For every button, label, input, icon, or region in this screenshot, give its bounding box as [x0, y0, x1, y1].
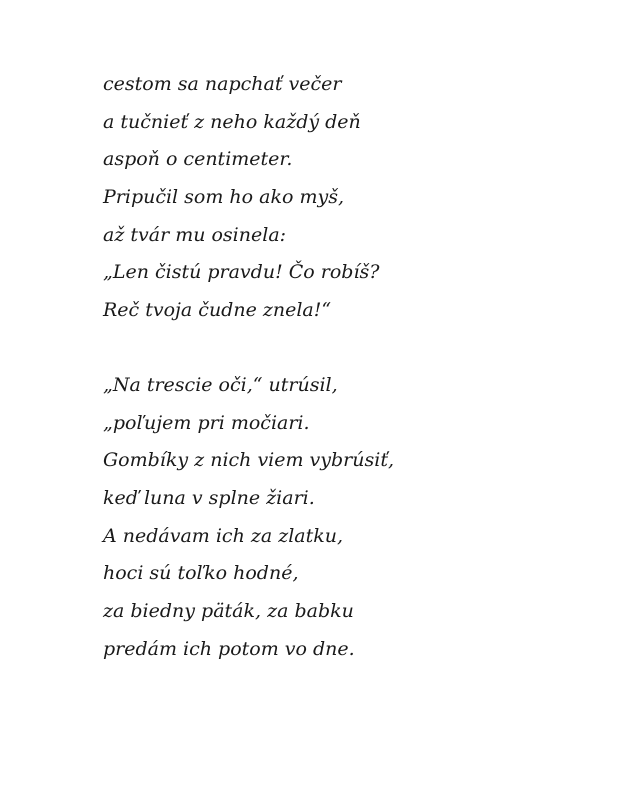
poem-line: „Len čistú pravdu! Čo robíš?: [103, 261, 380, 284]
poem-line: Gombíky z nich viem vybrúsiť,: [103, 449, 395, 472]
poem-line: Pripučil som ho ako myš,: [103, 186, 344, 209]
poem-stanza-1: [103, 66, 583, 330]
poem-line: až tvár mu osinela:: [103, 223, 287, 246]
poem-line: „Na trescie oči,“ utrúsil,: [103, 373, 338, 396]
poem-line: Reč tvoja čudne znela!“: [103, 299, 332, 322]
poem-line: cestom sa napchať večer: [103, 73, 342, 95]
poem-line: a tučnieť z neho každý deň: [103, 110, 361, 133]
poem-line: A nedávam ich za zlatku,: [103, 524, 344, 547]
poem-line: keď luna v splne žiari.: [103, 486, 315, 509]
poem-stanza-2: [103, 367, 583, 669]
poem-line: hoci sú toľko hodné,: [103, 562, 299, 585]
poem-line: aspoň o centimeter.: [103, 148, 293, 171]
poem-line: „poľujem pri močiari.: [103, 411, 310, 434]
poem-line: za biedny päták, za babku: [103, 599, 354, 622]
poem-line: predám ich potom vo dne.: [103, 637, 355, 660]
poem-text: [103, 66, 583, 668]
